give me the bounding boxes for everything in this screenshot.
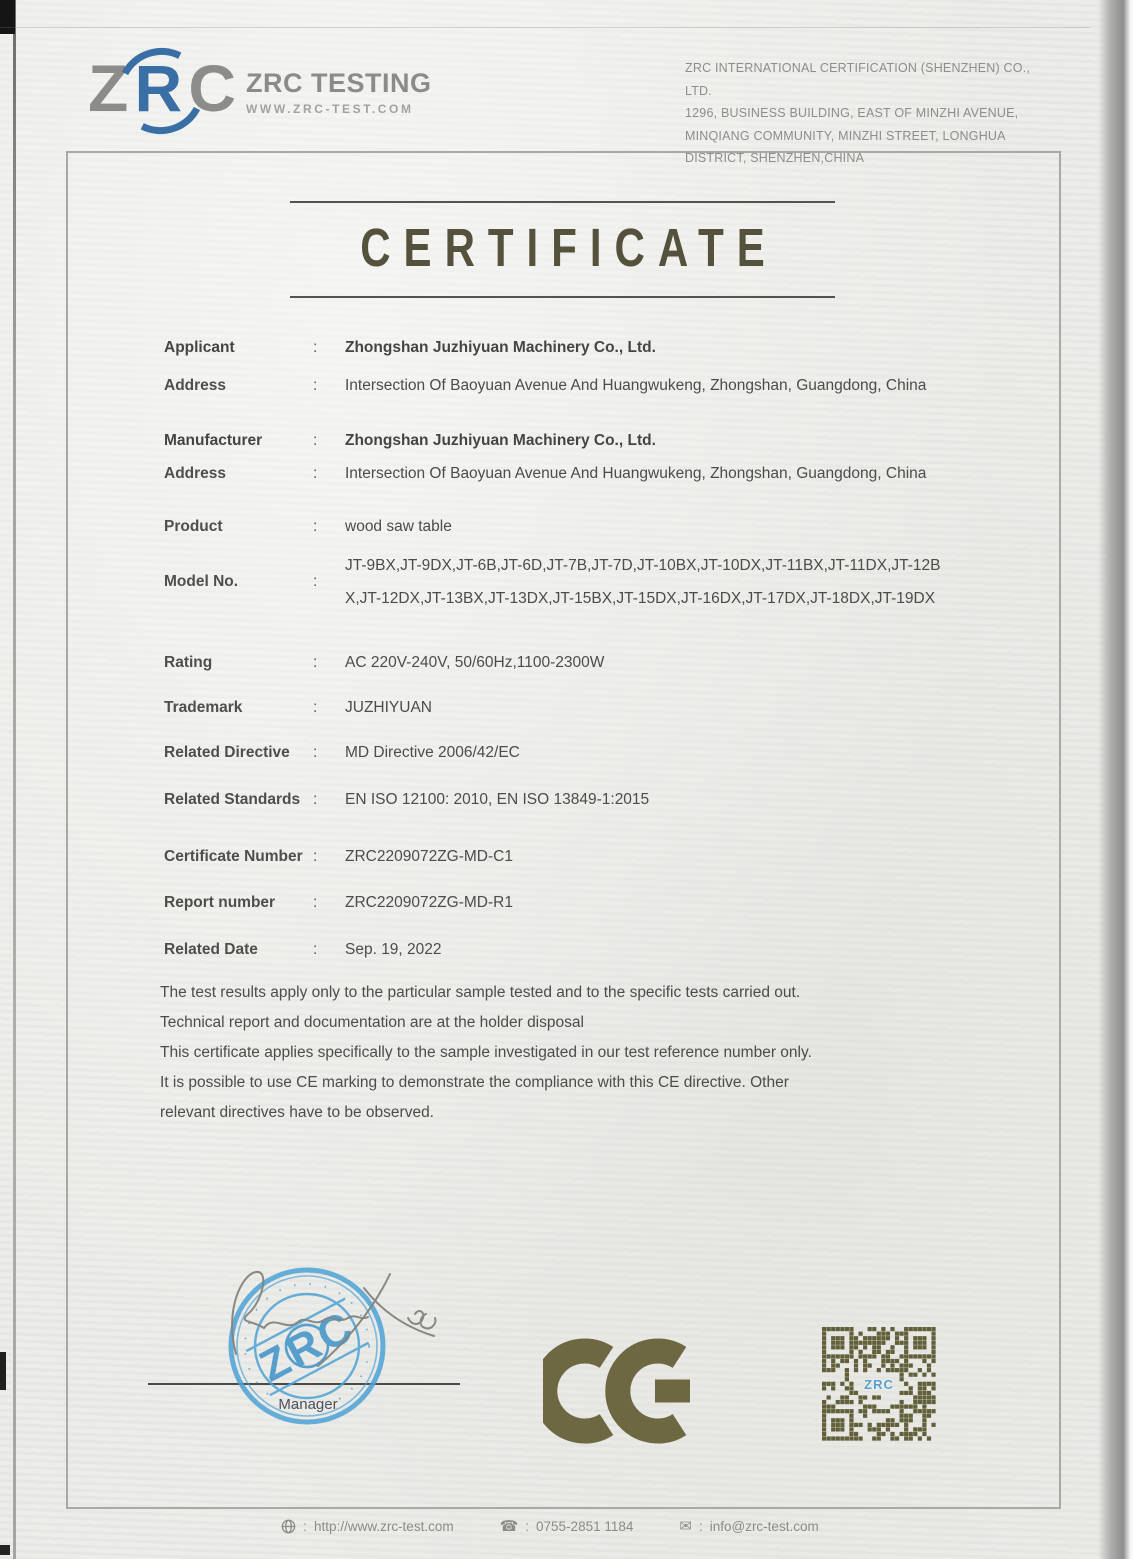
- scan-corner-mark-bottom: [0, 1545, 10, 1555]
- field-value: Intersection Of Baoyuan Avenue And Huangwukeng, Zhongshan, Guangdong, China: [345, 465, 927, 482]
- globe-icon: [281, 1519, 296, 1534]
- field-label: Address: [164, 465, 227, 482]
- footer-contact-bar: [0, 1519, 1100, 1534]
- disclaimer-line: It is possible to use CE marking to demonstrate the compliance with this CE directive. Other: [160, 1074, 789, 1091]
- footer-phone-text: 0755-2851 1184: [536, 1519, 634, 1534]
- footer-email: [679, 1519, 818, 1534]
- footer-separator: :: [525, 1519, 530, 1534]
- disclaimer-notes: [160, 978, 960, 1128]
- field-label: Certificate Number: [164, 848, 303, 865]
- issuer-address-line: ZRC INTERNATIONAL CERTIFICATION (SHENZHEN) CO., LTD.: [685, 61, 1031, 98]
- scan-edge-top: [0, 27, 1090, 28]
- zrc-logo-letters: [88, 51, 234, 125]
- field-value: Sep. 19, 2022: [345, 941, 442, 958]
- field-value: ZRC2209072ZG-MD-R1: [345, 894, 513, 911]
- field-row-address-2: Address : Intersection Of Baoyuan Avenue And Huangwukeng, Zhongshan, Guangdong, China: [164, 459, 954, 489]
- field-label: Related Standards: [164, 791, 301, 808]
- footer-website-text: http://www.zrc-test.com: [314, 1519, 454, 1534]
- field-value: Zhongshan Juzhiyuan Machinery Co., Ltd.: [345, 339, 656, 356]
- disclaimer-line: Technical report and documentation are at the holder disposal: [160, 1014, 584, 1031]
- field-row-certificate-number: Certificate Number : ZRC2209072ZG-MD-C1: [164, 847, 954, 872]
- issuer-address-line: DISTRICT, SHENZHEN,CHINA: [685, 151, 865, 165]
- footer-separator: :: [698, 1519, 703, 1534]
- field-row-report-number: Report number : ZRC2209072ZG-MD-R1: [164, 893, 954, 918]
- field-value: JT-9BX,JT-9DX,JT-6B,JT-6D,JT-7B,JT-7D,JT-10BX,JT-10DX,JT-11BX,JT-11DX,JT-12BX,JT-12DX,JT-13BX,JT-13DX,JT-15BX,JT-15DX,JT-16DX,JT-17DX,JT-18DX,JT-19DX: [345, 557, 941, 607]
- field-row-related-standards: Related Standards : EN ISO 12100: 2010, EN ISO 13849-1:2015: [164, 790, 954, 815]
- footer-website: [281, 1519, 453, 1534]
- disclaimer-line: This certificate applies specifically to the sample investigated in our test reference number only.: [160, 1044, 812, 1061]
- stamp-letters: ZRC: [251, 1301, 363, 1392]
- field-label: Related Date: [164, 941, 258, 958]
- footer-separator: :: [303, 1519, 308, 1534]
- field-row-manufacturer: Manufacturer : Zhongshan Juzhiyuan Machinery Co., Ltd.: [164, 431, 954, 456]
- field-label: Address: [164, 377, 227, 394]
- field-value: EN ISO 12100: 2010, EN ISO 13849-1:2015: [345, 791, 650, 808]
- field-row-product: Product : wood saw table: [164, 517, 954, 542]
- ce-mark-icon: [543, 1336, 703, 1446]
- zrc-logo: [88, 51, 432, 125]
- field-value: wood saw table: [345, 518, 452, 535]
- qr-code: [822, 1327, 936, 1441]
- field-label: Trademark: [164, 699, 243, 716]
- logo-company-name: ZRC TESTING: [246, 68, 432, 98]
- field-label: Model No.: [164, 573, 239, 590]
- field-value: MD Directive 2006/42/EC: [345, 744, 520, 761]
- field-row-address: Address : Intersection Of Baoyuan Avenue And Huangwukeng, Zhongshan, Guangdong, China: [164, 371, 954, 401]
- field-row-related-date: Related Date : Sep. 19, 2022: [164, 940, 954, 965]
- field-label: Report number: [164, 894, 276, 911]
- qr-center-text: ZRC: [864, 1376, 894, 1392]
- footer-email-text: info@zrc-test.com: [709, 1519, 819, 1534]
- certificate-title: CERTIFICATE: [360, 217, 778, 278]
- scan-edge-left: [13, 0, 16, 1559]
- field-row-rating: Rating : AC 220V-240V, 50/60Hz,1100-2300W: [164, 653, 954, 678]
- field-label: Related Directive: [164, 744, 290, 761]
- field-value: Intersection Of Baoyuan Avenue And Huangwukeng, Zhongshan, Guangdong, China: [345, 377, 927, 394]
- manager-title: Manager: [278, 1396, 338, 1413]
- disclaimer-line: relevant directives have to be observed.: [160, 1104, 434, 1121]
- field-value: Zhongshan Juzhiyuan Machinery Co., Ltd.: [345, 432, 656, 449]
- field-row-applicant: Applicant : Zhongshan Juzhiyuan Machinery Co., Ltd.: [164, 338, 954, 363]
- handwritten-signature: [222, 1262, 452, 1392]
- field-label: Product: [164, 518, 223, 535]
- logo-letter-r: R: [134, 51, 181, 125]
- qr-code-modules: [822, 1327, 936, 1441]
- envelope-icon: ✉: [679, 1518, 692, 1535]
- field-row-trademark: Trademark : JUZHIYUAN: [164, 698, 954, 723]
- scan-corner-blob: [0, 0, 15, 34]
- disclaimer-line: The test results apply only to the particular sample tested and to the specific tests carried out.: [160, 984, 801, 1001]
- field-value: AC 220V-240V, 50/60Hz,1100-2300W: [345, 654, 605, 671]
- scan-edge-right: [1098, 0, 1133, 1559]
- scan-edge-mark: [0, 1352, 6, 1390]
- field-label: Manufacturer: [164, 432, 263, 449]
- phone-icon: ☎: [499, 1518, 519, 1535]
- field-row-related-directive: Related Directive : MD Directive 2006/42/EC: [164, 743, 954, 768]
- field-label: Rating: [164, 654, 213, 671]
- logo-letter-c: C: [188, 51, 234, 125]
- field-label: Applicant: [164, 339, 235, 356]
- issuer-address-line: 1296, BUSINESS BUILDING, EAST OF MINZHI AVENUE,: [685, 106, 1019, 120]
- logo-letter-z: Z: [88, 51, 127, 125]
- title-rule-bottom: [290, 296, 835, 298]
- field-row-model-no: Model No. : JT-9BX,JT-9DX,JT-6B,JT-6D,JT-7B,JT-7D,JT-10BX,JT-10DX,JT-11BX,JT-11DX,JT-12BX,JT-12DX,JT-13BX,JT-13DX,JT-15BX,JT-15DX,JT-16DX,JT-17DX,JT-18DX,JT-19DX: [164, 549, 954, 615]
- field-value: JUZHIYUAN: [345, 699, 432, 716]
- logo-website: WWW.ZRC-TEST.COM: [246, 102, 414, 116]
- footer-phone: [500, 1519, 634, 1534]
- issuer-address-line: MINQIANG COMMUNITY, MINZHI STREET, LONGHUA: [685, 128, 1006, 143]
- field-value: ZRC2209072ZG-MD-C1: [345, 848, 513, 865]
